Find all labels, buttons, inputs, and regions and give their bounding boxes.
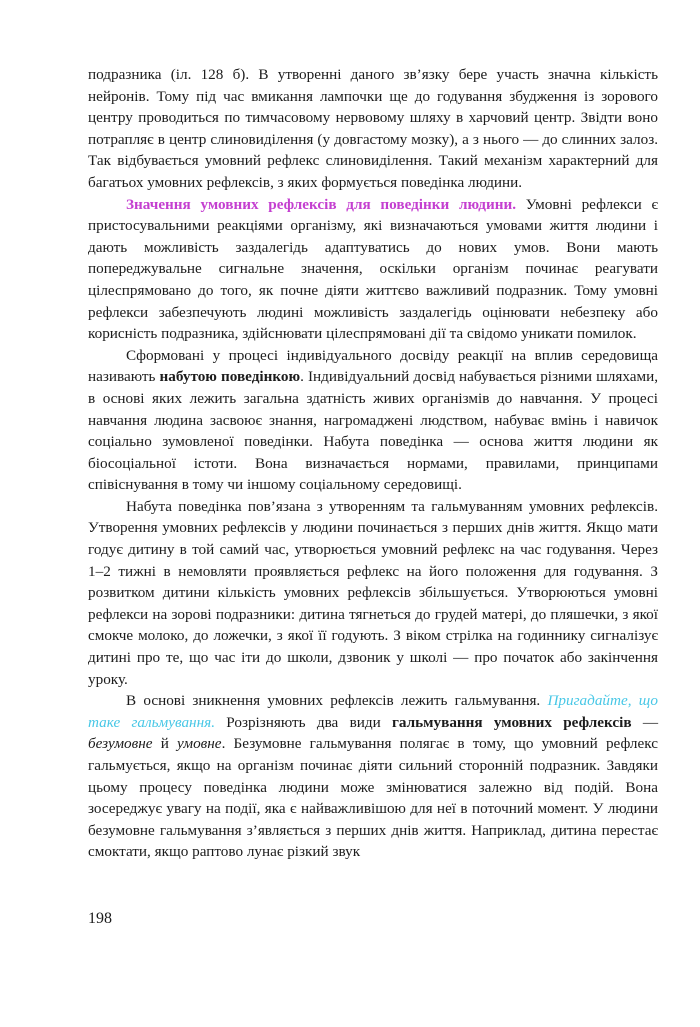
paragraph-5 (88, 690, 658, 863)
paragraph-5-text-d: й (152, 735, 178, 753)
paragraph-1 (88, 64, 658, 194)
term-unconditioned: безумовне (88, 735, 153, 753)
paragraph-4 (88, 496, 658, 690)
term-acquired-behavior: набутою поведінкою (159, 368, 301, 386)
term-inhibition-types: гальмування умовних рефлексів (392, 713, 632, 731)
paragraph-2-text: Умовні рефлекси є пристосувальними реакціями організму, які визначаються умовами життя людини і дають можливість заздалегідь адаптуватись до нових умов. Вони мають попереджувальне сигнальне значення, оскільки організм починає реагувати цілеспрямовано до того, як почне діяти життєво важливий подразник. Тому умовні рефлекси забезпечують людині можливість заздалегідь оцінювати небезпеку або корисність подразника, здійснювати цілеспрямовані дії та свідомо уникати помилок. (88, 195, 658, 343)
paragraph-2 (88, 194, 658, 345)
page-number: 198 (88, 910, 112, 927)
paragraph-3-text-a: Сформовані у процесі індивідуального досвіду реакції на вплив середовища називають (88, 346, 658, 386)
paragraph-5-text-c: — (631, 713, 659, 731)
paragraph-1-text: подразника (іл. 128 б). В утворенні даного зв’язку бере участь значна кількість нейронів. Тому під час вмикання лампочки ще до годування збудження із зорового центру проводиться по тимчасовому нервовому шляху в харчовий центр. Звідти воно потрапляє в центр слиновиділення (у довгастому мозку), а з нього — до слинних залоз. Так відбувається умовний рефлекс слиновиділення. Такий механізм характерний для багатьох умовних рефлексів, з яких формується поведінка людини. (88, 66, 658, 191)
paragraph-5-text-e: . Безумовне гальмування полягає в тому, що умовний рефлекс гальмується, якщо на організм починає діяти сильний сторонній подразник. Завдяки цьому процесу поведінка людини може змінюватися залежно від подій. Вона зосереджує увагу на події, яка є найважливішою для неї в поточний момент. У людини безумовне гальмування з’являється з перших днів життя. Наприклад, дитина перестає смоктати, якщо раптово лунає різкий звук (88, 735, 658, 861)
paragraph-5-text-a: В основі зникнення умовних рефлексів лежить гальмування. (126, 692, 548, 710)
paragraph-4-text: Набута поведінка пов’язана з утворенням та гальмуванням умовних рефлексів. Утворення умовних рефлексів у людини починається з перших днів життя. Якщо мати годує дитину в той самий час, утворюється умовний рефлекс на час годування. Через 1–2 тижні в немовляти проявляється рефлекс на його положення для годування. З розвитком дитини кількість умовних рефлексів збільшується. Утворюються умовні рефлекси на зорові подразники: дитина тягнеться до грудей матері, до пляшечки, з якої смокче молоко, до ложечки, з якої її годують. З віком стрілка на годиннику сигналізує дитині про те, що час іти до школи, дзвоник у школі — про початок або закінчення уроку. (88, 497, 658, 688)
term-conditioned: умовне (177, 735, 222, 753)
recall-prompt: Пригадайте, що таке гальмування. (88, 692, 658, 731)
section-heading: Значення умовних рефлексів для поведінки людини. (126, 195, 516, 213)
body-text (88, 64, 658, 863)
paragraph-5-text-b: Розрізняють два види (215, 713, 392, 731)
paragraph-3 (88, 345, 658, 496)
paragraph-3-text-b: . Індивідуальний досвід набувається різними шляхами, в основі яких лежить загальна здатність живих організмів до навчання. У процесі навчання людина засвоює знання, нагромаджені людством, набуває вмінь і навичок соціально зумовленої поведінки. Набута поведінка — основа життя людини як біосоціальної істоти. Вона визначається нормами, правилами, принципами співіснування в тому чи іншому соціальному середовищі. (88, 368, 659, 494)
